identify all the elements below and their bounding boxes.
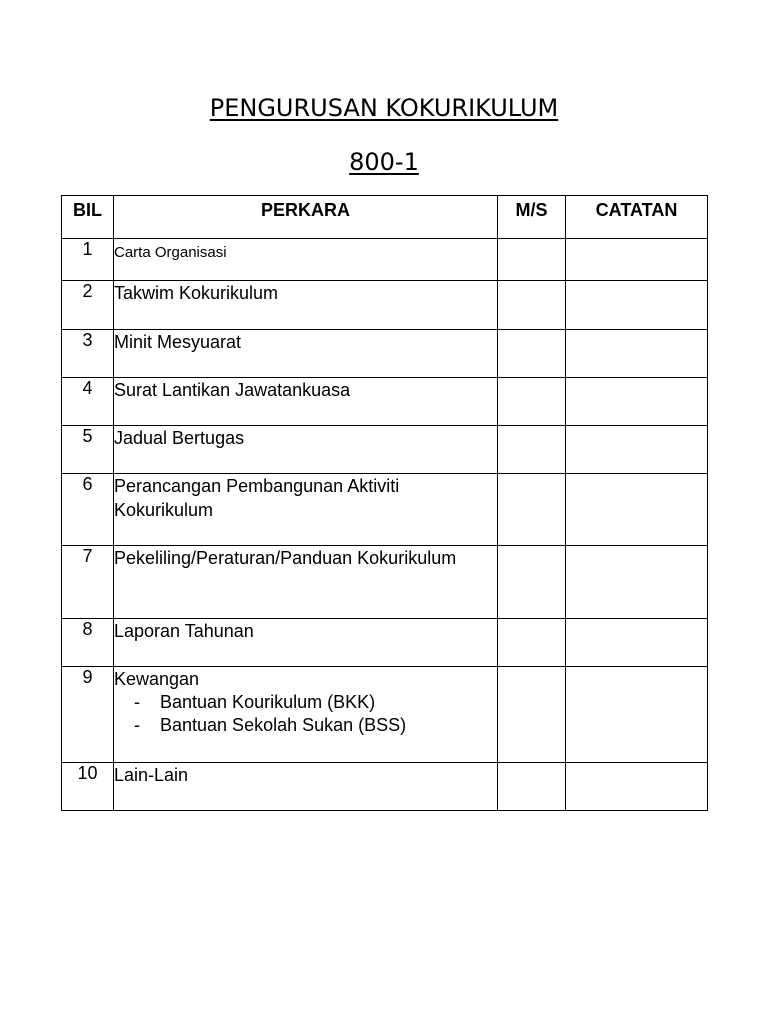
- document-code: 800-1: [349, 148, 419, 176]
- row-perkara: Pekeliling/Peraturan/Panduan Kokurikulum: [114, 546, 498, 619]
- table-row: [62, 239, 708, 281]
- row-catatan: [566, 426, 708, 474]
- row-perkara: Carta Organisasi: [114, 239, 498, 281]
- row-catatan: [566, 763, 708, 811]
- sub-item-label: Bantuan Kourikulum (BKK): [160, 692, 376, 712]
- list-item: [134, 691, 497, 714]
- row-perkara: Lain-Lain: [114, 763, 498, 811]
- row-ms: [498, 667, 566, 763]
- row-perkara: Laporan Tahunan: [114, 619, 498, 667]
- row-bil: 6: [62, 474, 114, 546]
- row-bil: 3: [62, 330, 114, 378]
- row-bil: 2: [62, 281, 114, 330]
- header-row: [62, 196, 708, 239]
- header-perkara: PERKARA: [114, 196, 498, 239]
- row-perkara: Jadual Bertugas: [114, 426, 498, 474]
- row-catatan: [566, 281, 708, 330]
- table-row: [62, 474, 708, 546]
- table-row: [62, 426, 708, 474]
- row-ms: [498, 330, 566, 378]
- row-catatan: [566, 667, 708, 763]
- row-perkara: Surat Lantikan Jawatankuasa: [114, 378, 498, 426]
- row-perkara: Perancangan Pembangunan Aktiviti Kokurikulum: [114, 474, 498, 546]
- row-bil: 5: [62, 426, 114, 474]
- row-ms: [498, 474, 566, 546]
- row-ms: [498, 546, 566, 619]
- table-row: [62, 378, 708, 426]
- row-bil: 8: [62, 619, 114, 667]
- header-ms: M/S: [498, 196, 566, 239]
- table-row: [62, 667, 708, 763]
- table-row: [62, 619, 708, 667]
- checklist-table: [61, 195, 708, 811]
- row-perkara: [114, 667, 498, 763]
- row-bil: 1: [62, 239, 114, 281]
- header-bil: BIL: [62, 196, 114, 239]
- dash-marker: -: [134, 715, 140, 735]
- sub-item-list: [114, 691, 497, 737]
- row-catatan: [566, 239, 708, 281]
- list-item: [134, 714, 497, 737]
- row-catatan: [566, 330, 708, 378]
- row-perkara: Minit Mesyuarat: [114, 330, 498, 378]
- row-ms: [498, 426, 566, 474]
- row-catatan: [566, 474, 708, 546]
- row-ms: [498, 378, 566, 426]
- row-bil: 10: [62, 763, 114, 811]
- row-catatan: [566, 378, 708, 426]
- row-ms: [498, 763, 566, 811]
- row-bil: 4: [62, 378, 114, 426]
- row-bil: 9: [62, 667, 114, 763]
- document-title: PENGURUSAN KOKURIKULUM: [209, 94, 559, 122]
- header-catatan: CATATAN: [566, 196, 708, 239]
- table-row: [62, 763, 708, 811]
- row-ms: [498, 281, 566, 330]
- row-perkara-label: Kewangan: [114, 669, 200, 689]
- row-bil: 7: [62, 546, 114, 619]
- row-ms: [498, 239, 566, 281]
- sub-item-label: Bantuan Sekolah Sukan (BSS): [160, 715, 407, 735]
- row-ms: [498, 619, 566, 667]
- table-row: [62, 281, 708, 330]
- row-catatan: [566, 546, 708, 619]
- row-perkara: Takwim Kokurikulum: [114, 281, 498, 330]
- table-row: [62, 546, 708, 619]
- table-row: [62, 330, 708, 378]
- row-catatan: [566, 619, 708, 667]
- dash-marker: -: [134, 692, 140, 712]
